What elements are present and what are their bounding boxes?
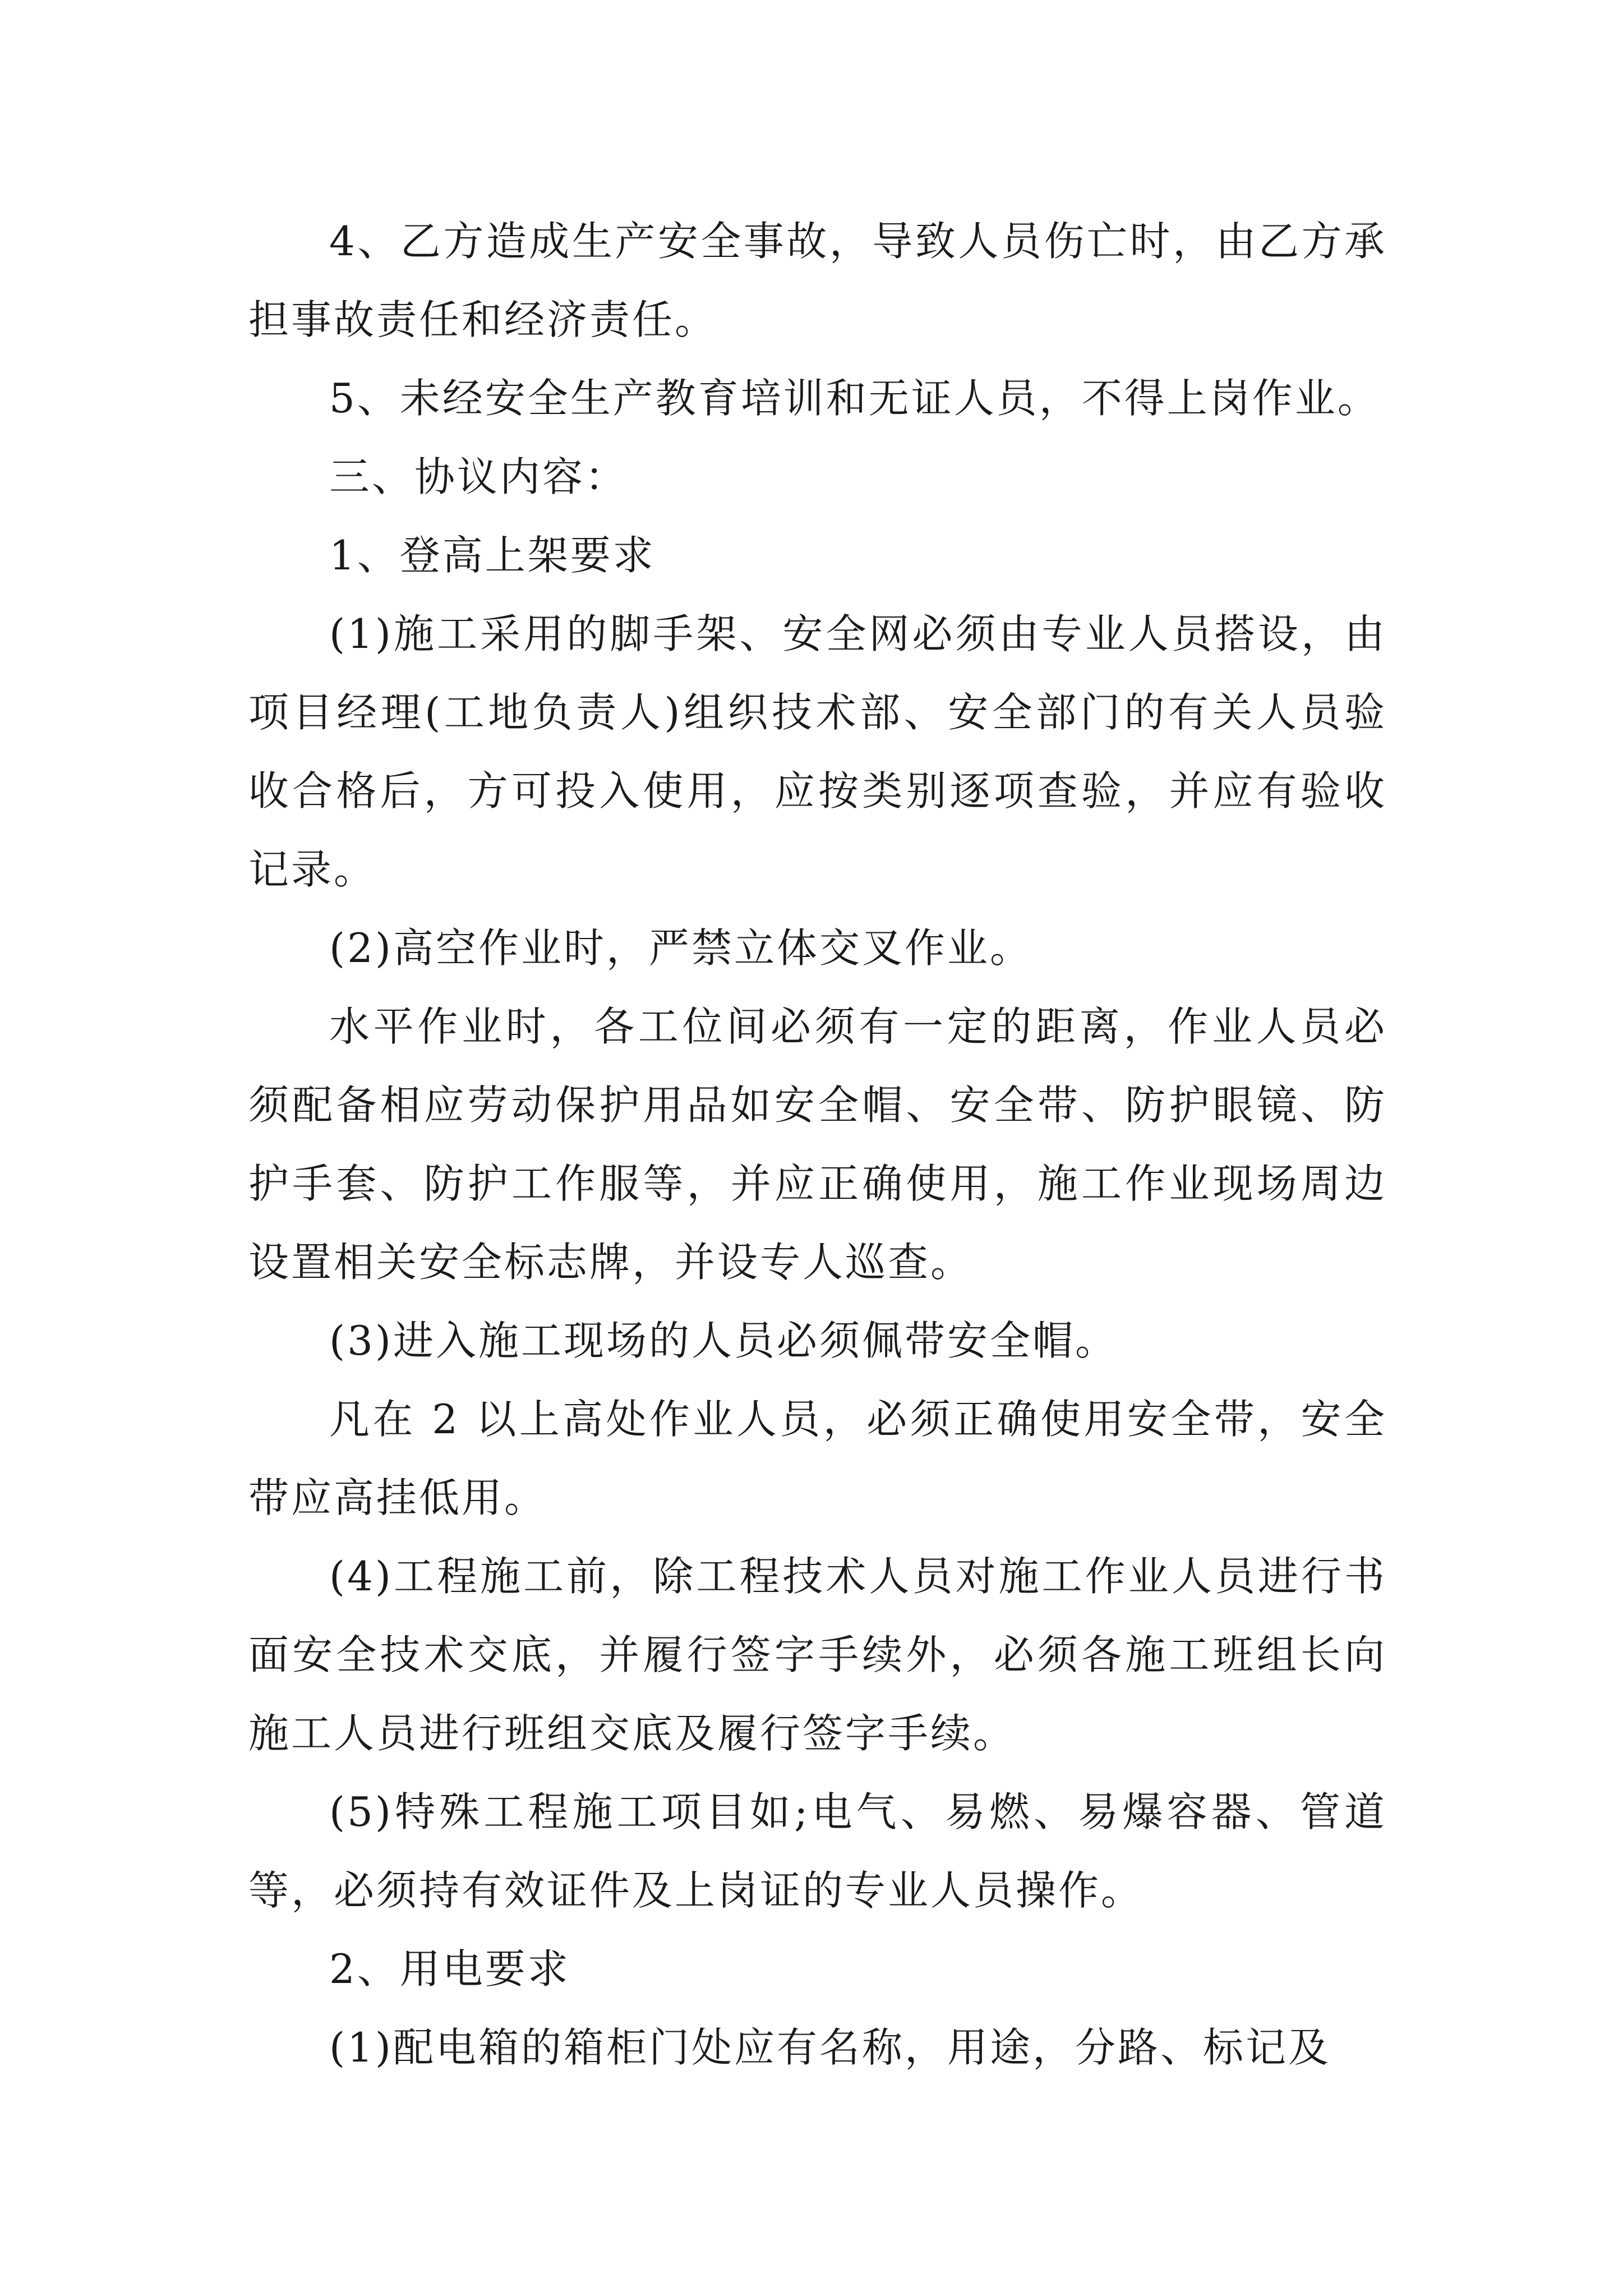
subheading-climbing-requirements: 1、登高上架要求: [329, 532, 656, 579]
document-body: [248, 202, 1387, 2087]
paragraph-scaffold-inspection: (1)施工采用的脚手架、安全网必须由专业人员搭设，由项目经理(工地负责人)组织技术部、安全部门的有关人员验收合格后，方可投入使用，应按类别逐项查验，并应有验收记录。: [248, 610, 1387, 893]
paragraph-no-training-no-work: 5、未经安全生产教育培训和无证人员，不得上岗作业。: [329, 375, 1380, 422]
paragraph-safety-belt: 凡在 2 以上高处作业人员，必须正确使用安全带，安全带应高挂低用。: [248, 1396, 1387, 1521]
paragraph-technical-briefing: (4)工程施工前，除工程技术人员对施工作业人员进行书面安全技术交底，并履行签字手续外，必须各施工班组长向施工人员进行班组交底及履行签字手续。: [248, 1553, 1387, 1757]
paragraph-accident-liability: 4、乙方造成生产安全事故，导致人员伤亡时，由乙方承担事故责任和经济责任。: [248, 218, 1387, 343]
subheading-electricity-requirements: 2、用电要求: [329, 1945, 570, 1993]
paragraph-safety-helmet: (3)进入施工现场的人员必须佩带安全帽。: [329, 1317, 1118, 1364]
section-heading-agreement-content: 三、协议内容：: [329, 453, 628, 500]
paragraph-horizontal-work-protection: 水平作业时，各工位间必须有一定的距离，作业人员必须配备相应劳动保护用品如安全帽、安全带、防护眼镜、防护手套、防护工作服等，并应正确使用，施工作业现场周边设置相关安全标志牌，并设专人巡查。: [248, 1003, 1387, 1286]
paragraph-no-cross-operation: (2)高空作业时，严禁立体交叉作业。: [329, 924, 1032, 972]
paragraph-special-projects: (5)特殊工程施工项目如;电气、易燃、易爆容器、管道等，必须持有效证件及上岗证的专业人员操作。: [248, 1788, 1387, 1914]
paragraph-distribution-box: (1)配电箱的箱柜门处应有名称，用途，分路、标记及: [329, 2024, 1331, 2071]
